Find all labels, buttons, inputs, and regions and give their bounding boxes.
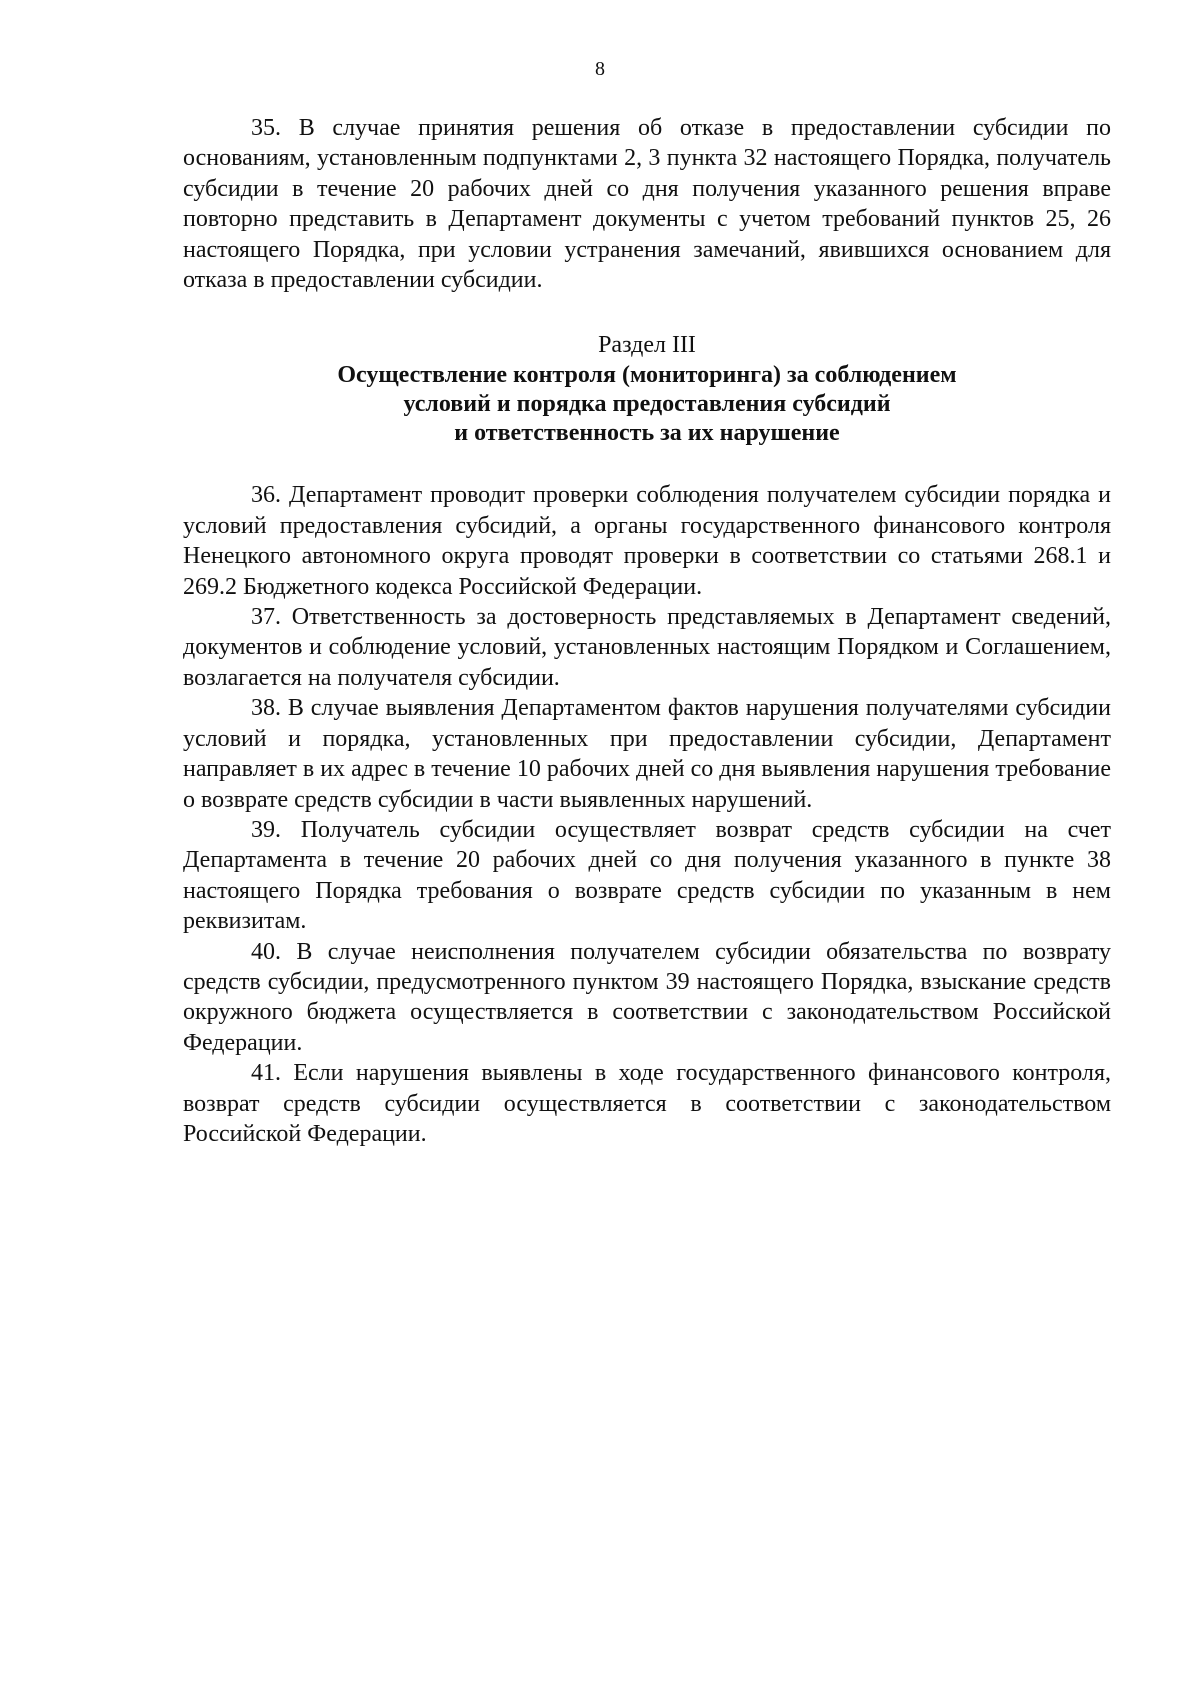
paragraph-37: 37. Ответственность за достоверность представляемых в Департамент сведений, документов и соблюдение условий, установленных настоящим Порядком и Соглашением, возлагается на получателя субсидии. (183, 604, 1111, 691)
document-body (183, 113, 1111, 1149)
paragraph-39: 39. Получатель субсидии осуществляет возврат средств субсидии на счет Департамента в течение 20 рабочих дней со дня получения указанного в пункте 38 настоящего Порядка требования о возврате средств субсидии по указанным в нем реквизитам. (183, 816, 1111, 935)
section-label: Раздел III (598, 332, 696, 359)
paragraph-36: 36. Департамент проводит проверки соблюдения получателем субсидии порядка и условий предоставления субсидий, а органы государственного финансового контроля Ненецкого автономного округа проводят проверки в соответствии со статьями 268.1 и 269.2 Бюджетного кодекса Российской Федерации. (183, 482, 1111, 600)
section-title: Осуществление контроля (мониторинга) за соблюдением условий и порядка предоставления субсидий и ответственность за их нарушение (337, 362, 957, 447)
paragraph-38: 38. В случае выявления Департаментом фактов нарушения получателями субсидии условий и порядка, установленных при предоставлении субсидии, Департамент направляет в их адрес в течение 10 рабочих дней со дня выявления нарушения требование о возврате средств субсидии в части выявленных нарушений. (183, 695, 1111, 813)
paragraph-41: 41. Если нарушения выявлены в ходе государственного финансового контроля, возврат средств субсидии осуществляется в соответствии с законодательством Российской Федерации. (183, 1060, 1111, 1147)
section-heading (183, 330, 1111, 448)
paragraph-40: 40. В случае неисполнения получателем субсидии обязательства по возврату средств субсидии, предусмотренного пунктом 39 настоящего Порядка, взыскание средств окружного бюджета осуществляется в соответствии с законодательством Российской Федерации. (183, 938, 1111, 1056)
paragraph-35: 35. В случае принятия решения об отказе в предоставлении субсидии по основаниям, установленным подпунктами 2, 3 пункта 32 настоящего Порядка, получатель субсидии в течение 20 рабочих дней со дня получения указанного решения вправе повторно представить в Департамент документы с учетом требований пунктов 25, 26 настоящего Порядка, при условии устранения замечаний, явившихся основанием для отказа в предоставлении субсидии. (183, 115, 1111, 294)
page-number: 8 (595, 58, 605, 80)
